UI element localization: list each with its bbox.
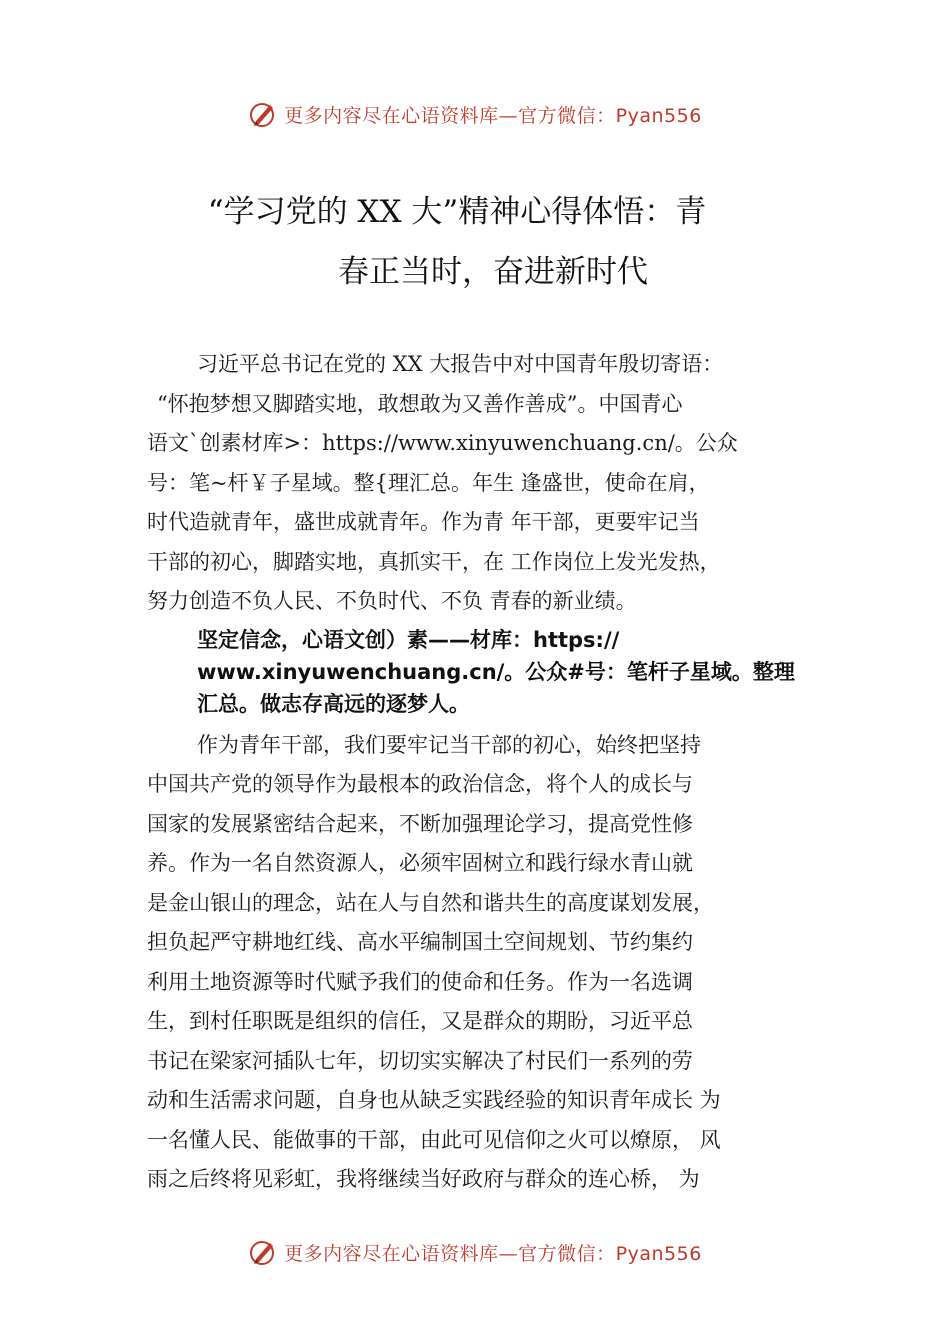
section-heading bbox=[147, 624, 837, 720]
watermark-text: 更多内容尽在心语资料库—官方微信：Pyan556 bbox=[284, 1242, 702, 1265]
text-line: 干部的初心，脚踏实地，真抓实干，在 工作岗位上发光发热， bbox=[147, 549, 721, 574]
text-line: 是金山银山的理念，站在人与自然和谐共生的高度谋划发展， bbox=[147, 890, 714, 915]
text-line: 作为青年干部，我们要牢记当干部的初心，始终把坚持 bbox=[197, 732, 701, 757]
text-line: 时代造就青年，盛世成就青年。作为青 年干部，更要牢记当 bbox=[147, 510, 700, 534]
text-line: 动和生活需求问题，自身也从缺乏实践经验的知识青年成长 为 bbox=[147, 1088, 721, 1112]
document-body bbox=[147, 345, 837, 1200]
text-line: 号：笔~杆￥子星域。整{理汇总。年生 逢盛世，使命在肩， bbox=[147, 470, 710, 495]
watermark-footer bbox=[0, 1232, 950, 1272]
text-line: 语文`创素材库>：https://www.xinyuwenchuang.cn/。公众 bbox=[147, 431, 738, 455]
text-line: 一名懂人民、能做事的干部，由此可见信仰之火可以燎原， 风 bbox=[147, 1127, 721, 1152]
text-line: 担负起严守耕地红线、高水平编制国土空间规划、节约集约 bbox=[147, 930, 693, 954]
text-line: 养。作为一名自然资源人，必须牢固树立和践行绿水青山就 bbox=[147, 851, 693, 875]
text-line: 中国共产党的领导作为最根本的政治信念，将个人的成长与 bbox=[147, 772, 693, 796]
heading-line: 汇总。做志存高远的逐梦人。 bbox=[197, 691, 470, 716]
text-line: 利用土地资源等时代赋予我们的使命和任务。作为一名选调 bbox=[147, 969, 693, 994]
text-line: 雨之后终将见彩虹，我将继续当好政府与群众的连心桥， 为 bbox=[147, 1167, 700, 1191]
watermark-header bbox=[0, 94, 950, 134]
watermark-text: 更多内容尽在心语资料库—官方微信：Pyan556 bbox=[284, 104, 702, 127]
heading-line: www.xinyuwenchuang.cn/。公众#号：笔杆子星域。整理 bbox=[197, 659, 795, 684]
text-line: 努力创造不负人民、不负时代、不负 青春的新业绩。 bbox=[147, 589, 637, 613]
pen-logo-icon bbox=[248, 99, 278, 129]
pen-logo-icon bbox=[248, 1237, 278, 1267]
text-line: 书记在梁家河插队七年，切切实实解决了村民们一系列的劳 bbox=[147, 1048, 693, 1073]
text-line: 生，到村任职既是组织的信任，又是群众的期盼，习近平总 bbox=[147, 1009, 693, 1033]
heading-line: 坚定信念，心语文创）素——材库：https:// bbox=[197, 627, 620, 652]
paragraph-1 bbox=[147, 345, 837, 622]
text-line: 国家的发展紧密结合起来，不断加强理论学习，提高党性修 bbox=[147, 811, 693, 836]
title-line-2: 春正当时，奋进新时代 bbox=[338, 254, 648, 290]
paragraph-2 bbox=[147, 726, 837, 1200]
text-line: “怀抱梦想又脚踏实地，敢想敢为又善作善成”。中国青心 bbox=[157, 391, 683, 416]
title-line-1: “学习党的 XX 大”精神心得体悟：青 bbox=[207, 194, 707, 230]
text-line: 习近平总书记在党的 XX 大报告中对中国青年殷切寄语： bbox=[197, 352, 724, 376]
document-title bbox=[0, 182, 950, 302]
